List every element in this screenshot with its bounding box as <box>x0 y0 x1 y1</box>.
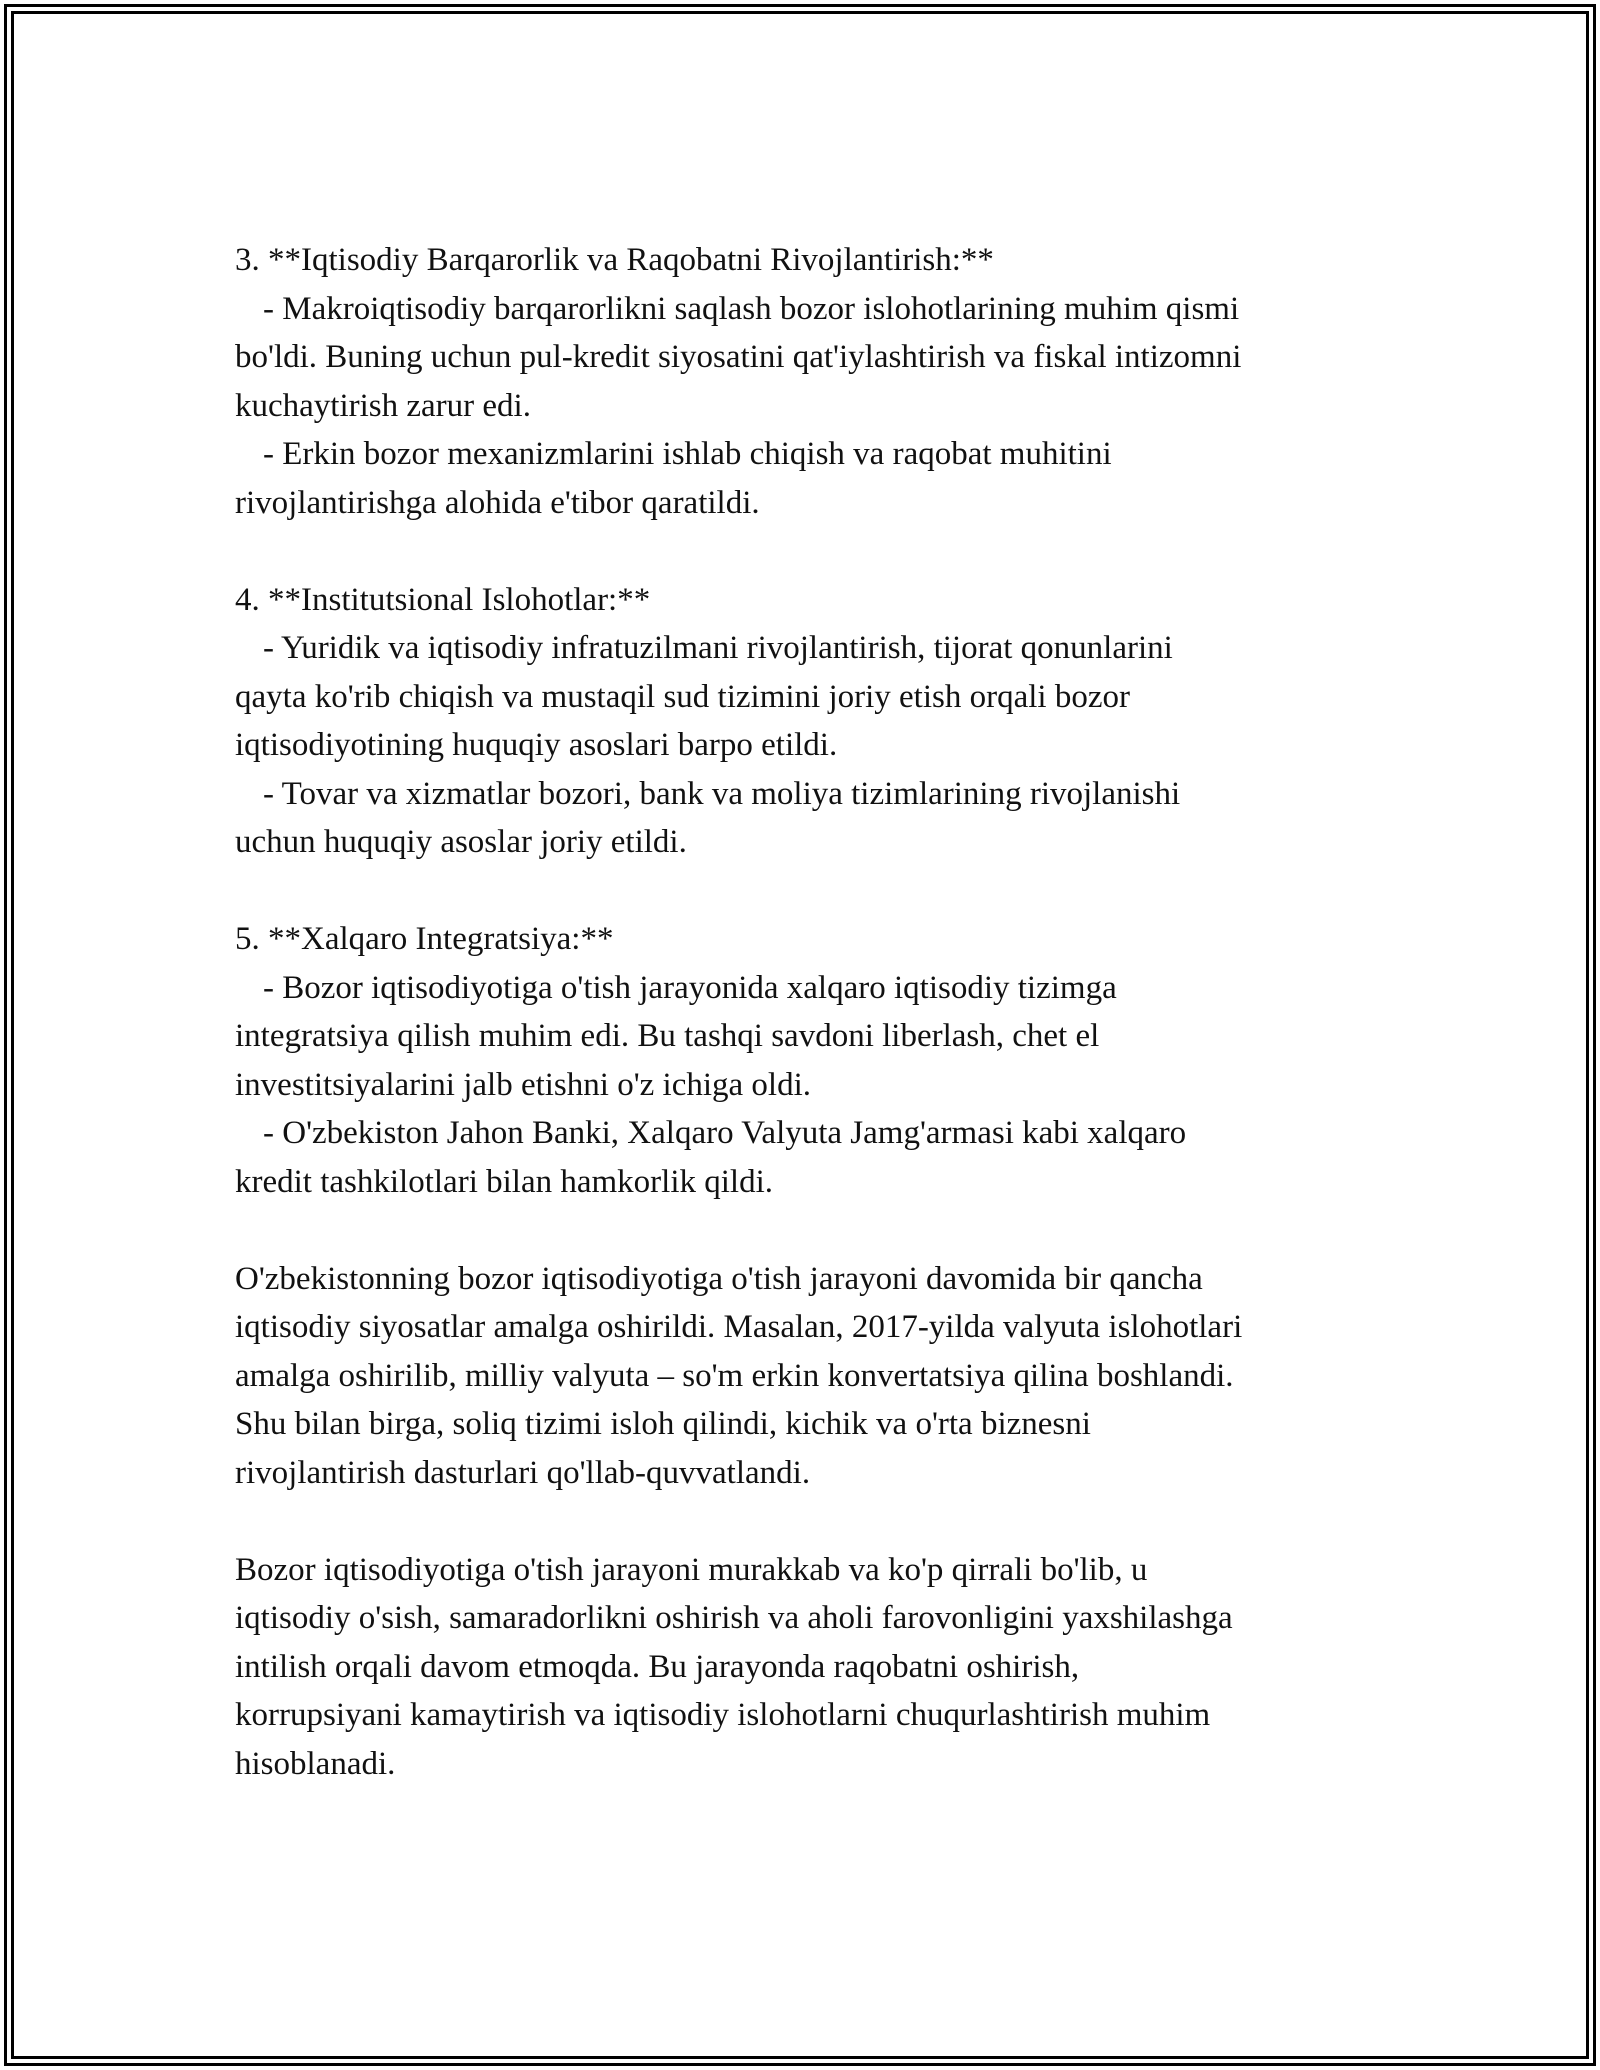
bullet-line: - O'zbekiston Jahon Banki, Xalqaro Valyuta Jamg'armasi kabi xalqaro <box>263 1115 1187 1151</box>
bullet-line: integratsiya qilish muhim edi. Bu tashqi savdoni liberlash, chet el <box>235 1018 1100 1054</box>
paragraph-line: O'zbekistonning bozor iqtisodiyotiga o'tish jarayoni davomida bir qancha <box>235 1260 1203 1297</box>
bullet-line: - Makroiqtisodiy barqarorlikni saqlash bozor islohotlarining muhim qismi <box>263 290 1240 327</box>
section-heading: 3. **Iqtisodiy Barqarorlik va Raqobatni Rivojlantirish:** <box>235 242 994 278</box>
paragraph-line: iqtisodiy o'sish, samaradorlikni oshirish va aholi farovonligini yaxshilashga <box>235 1600 1233 1636</box>
section-heading: 5. **Xalqaro Integratsiya:** <box>235 921 614 957</box>
bullet-line: kuchaytirish zarur edi. <box>235 387 531 424</box>
paragraph-line: intilish orqali davom etmoqda. Bu jarayonda raqobatni oshirish, <box>235 1648 1080 1685</box>
section-4 <box>235 576 1385 867</box>
bullet-line: uchun huquqiy asoslar joriy etildi. <box>235 824 687 860</box>
bullet-line: qayta ko'rib chiqish va mustaqil sud tizimini joriy etish orqali bozor <box>235 678 1130 715</box>
paragraph-line: hisoblanadi. <box>235 1745 396 1782</box>
paragraph-line: Shu bilan birga, soliq tizimi isloh qilindi, kichik va o'rta biznesni <box>235 1406 1091 1442</box>
paragraph-uzbekistan-policies <box>235 1255 1385 1498</box>
paragraph-line: rivojlantirish dasturlari qo'llab-quvvatlandi. <box>235 1454 811 1491</box>
paragraph-line: amalga oshirilib, milliy valyuta – so'm erkin konvertatsiya qilina boshlandi. <box>235 1357 1234 1394</box>
paragraph-line: iqtisodiy siyosatlar amalga oshirildi. Masalan, 2017-yilda valyuta islohotlari <box>235 1309 1243 1345</box>
bullet-line: - Erkin bozor mexanizmlarini ishlab chiqish va raqobat muhitini <box>263 436 1112 472</box>
section-5 <box>235 915 1385 1206</box>
bullet-line: iqtisodiyotining huquqiy asoslari barpo etildi. <box>235 727 838 763</box>
bullet-line: - Tovar va xizmatlar bozori, bank va moliya tizimlarining rivojlanishi <box>263 775 1181 812</box>
paragraph-gap <box>235 1206 1385 1255</box>
bullet-line: - Bozor iqtisodiyotiga o'tish jarayonida xalqaro iqtisodiy tizimga <box>263 969 1117 1006</box>
paragraph-conclusion <box>235 1546 1385 1789</box>
paragraph-gap <box>235 867 1385 916</box>
bullet-line: kredit tashkilotlari bilan hamkorlik qildi. <box>235 1163 773 1200</box>
paragraph-line: Bozor iqtisodiyotiga o'tish jarayoni murakkab va ko'p qirrali bo'lib, u <box>235 1551 1148 1588</box>
bullet-line: rivojlantirishga alohida e'tibor qaratildi. <box>235 484 760 521</box>
section-heading: 4. **Institutsional Islohotlar:** <box>235 581 651 618</box>
bullet-line: bo'ldi. Buning uchun pul-kredit siyosatini qat'iylashtirish va fiskal intizomni <box>235 339 1242 375</box>
paragraph-gap <box>235 1497 1385 1546</box>
bullet-line: investitsiyalarini jalb etishni o'z ichiga oldi. <box>235 1066 812 1103</box>
section-3 <box>235 236 1385 527</box>
paragraph-gap <box>235 527 1385 576</box>
paragraph-line: korrupsiyani kamaytirish va iqtisodiy islohotlarni chuqurlashtirish muhim <box>235 1697 1211 1733</box>
bullet-line: - Yuridik va iqtisodiy infratuzilmani rivojlantirish, tijorat qonunlarini <box>263 630 1173 666</box>
document-body <box>235 236 1385 1788</box>
